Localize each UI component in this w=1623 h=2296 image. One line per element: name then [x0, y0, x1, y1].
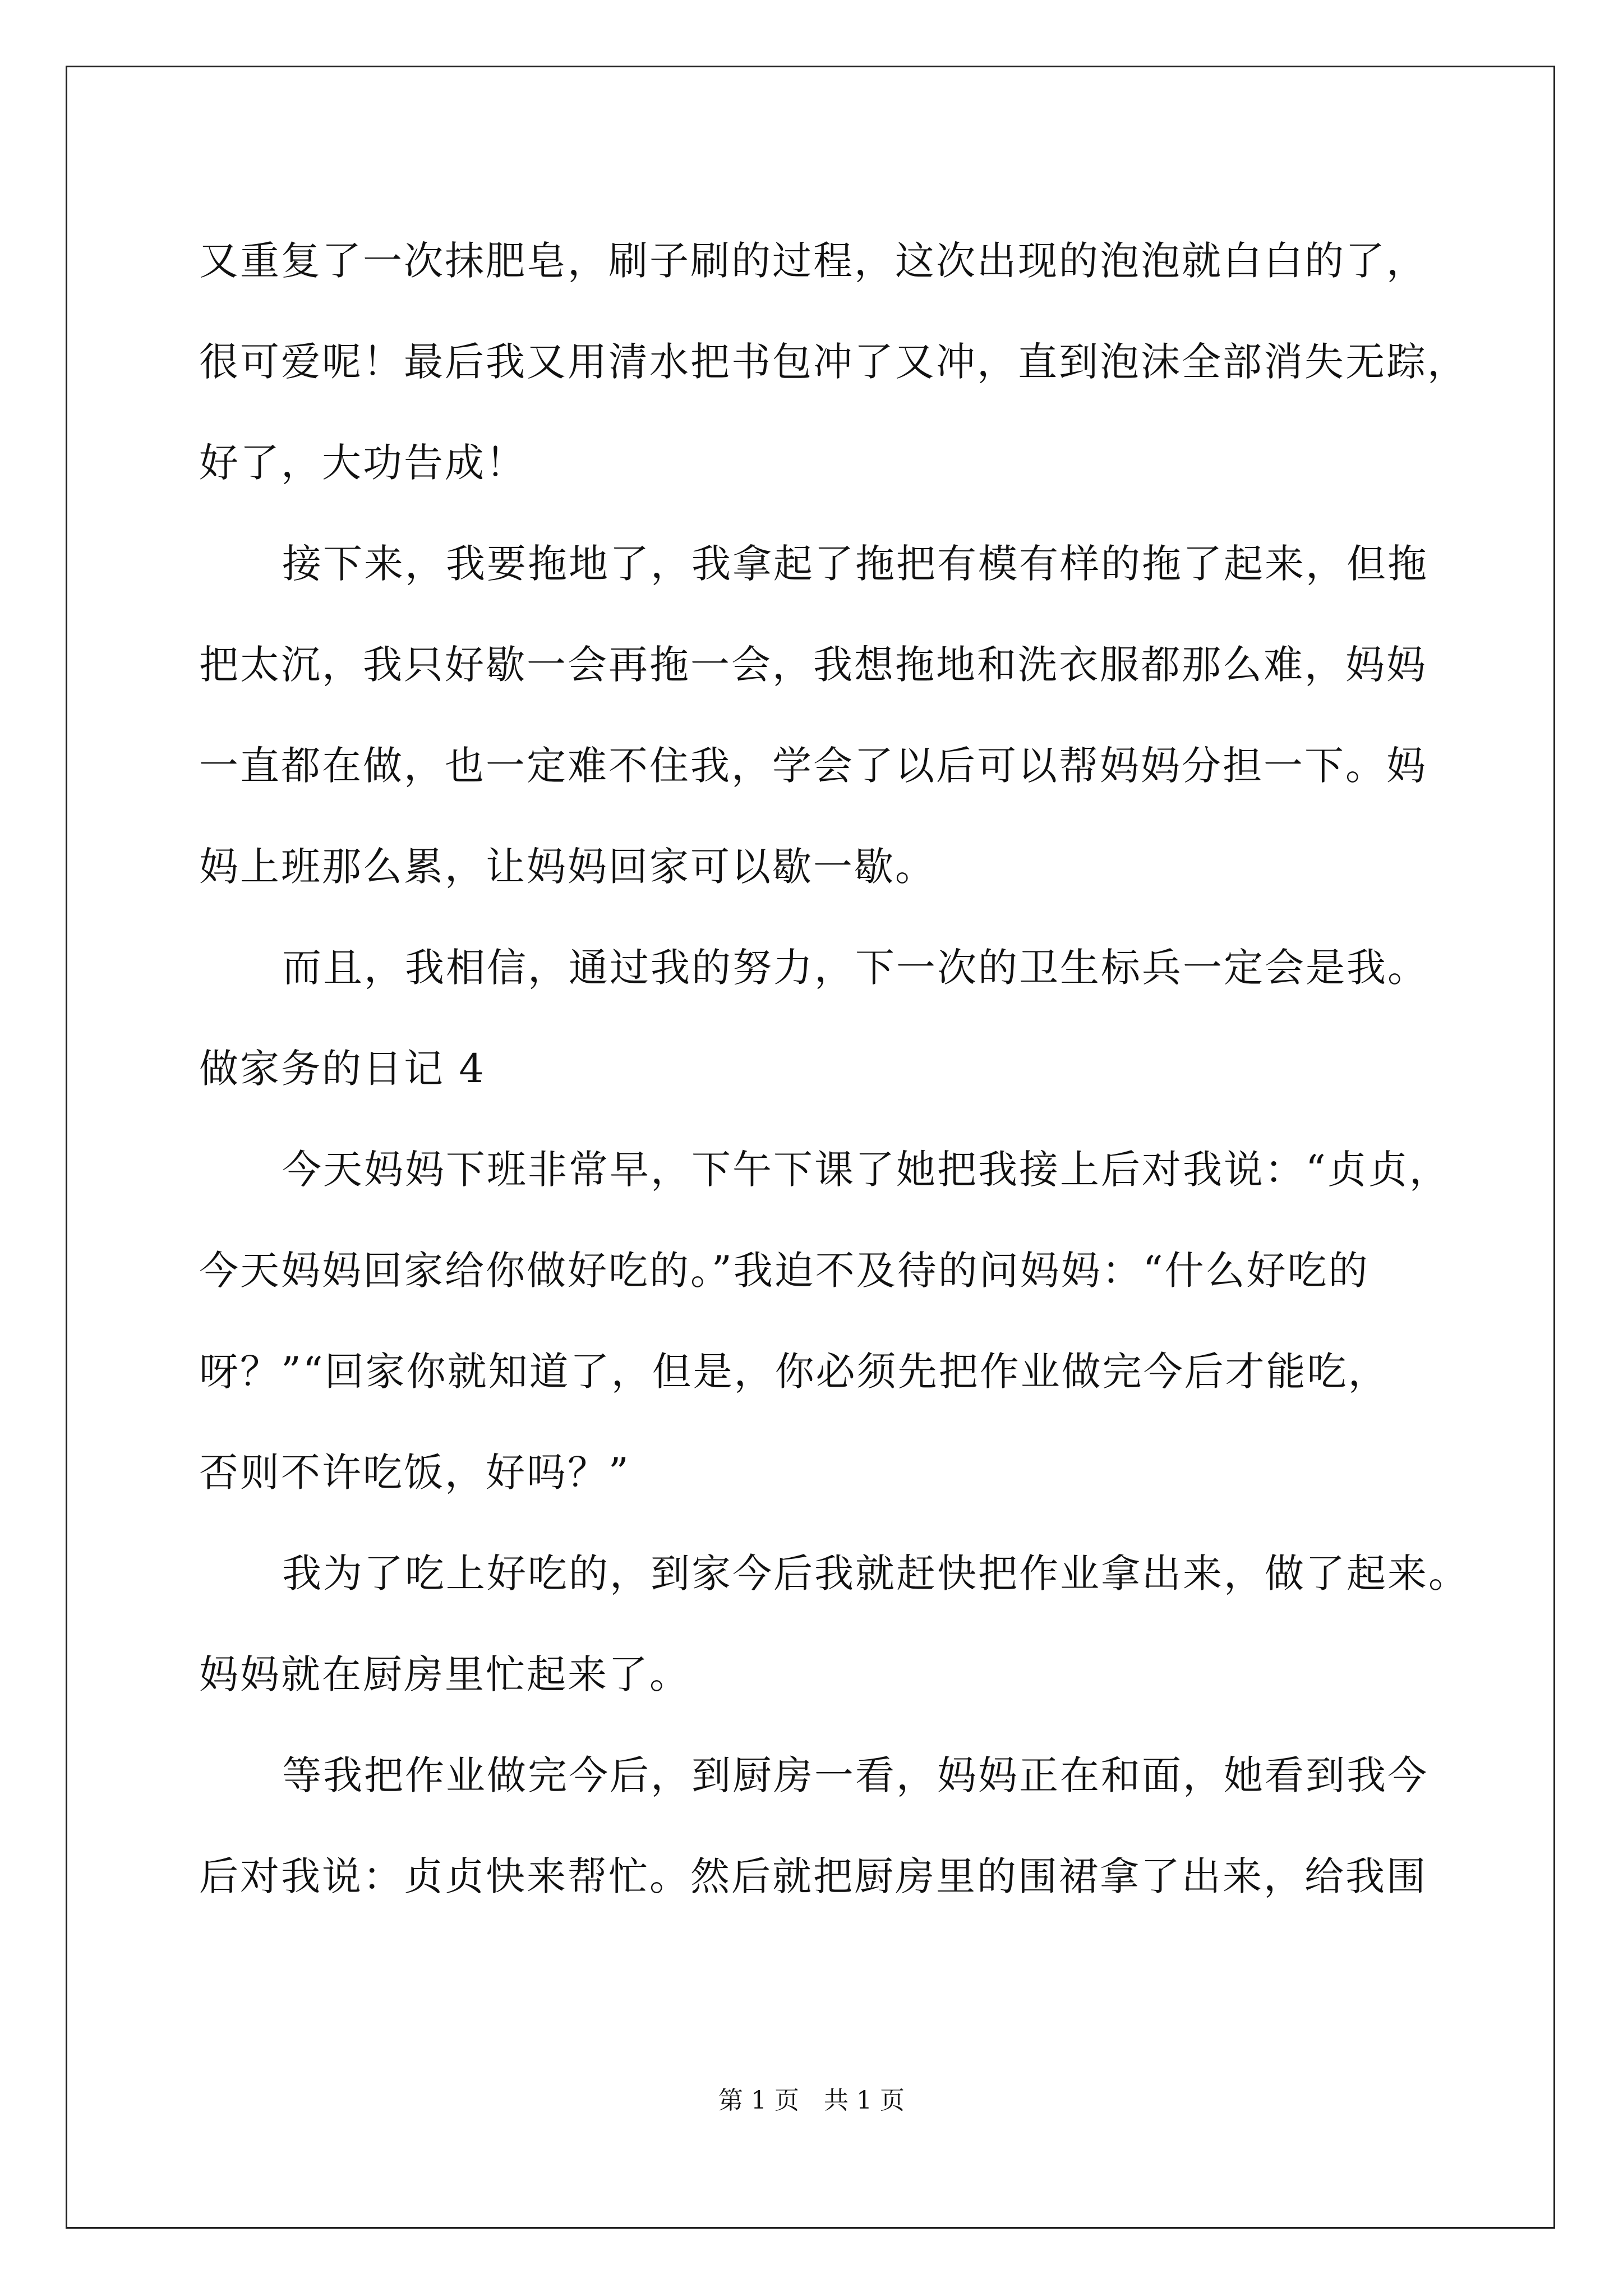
text-line-16: 等我把作业做完今后，到厨房一看，妈妈正在和面，她看到我今 — [282, 1752, 1428, 1798]
text-line-8: 而且，我相信，通过我的努力，下一次的卫生标兵一定会是我。 — [282, 945, 1428, 991]
text-line-2: 很可爱呢！最后我又用清水把书包冲了又冲，直到泡沫全部消失无踪， — [199, 339, 1468, 385]
text-line-12: 呀？”“回家你就知道了，但是，你必须先把作业做完今后才能吃， — [199, 1349, 1389, 1395]
text-line-5: 把太沉，我只好歇一会再拖一会，我想拖地和洗衣服都那么难，妈妈 — [199, 642, 1427, 688]
text-line-10: 今天妈妈下班非常早，下午下课了她把我接上后对我说：“贞贞， — [282, 1147, 1450, 1193]
text-line-14: 我为了吃上好吃的，到家今后我就赶快把作业拿出来，做了起来。 — [282, 1550, 1469, 1596]
text-line-17: 后对我说：贞贞快来帮忙。然后就把厨房里的围裙拿了出来，给我围 — [199, 1853, 1427, 1899]
text-line-7: 妈上班那么累，让妈妈回家可以歇一歇。 — [199, 844, 936, 890]
text-line-15: 妈妈就在厨房里忙起来了。 — [199, 1651, 690, 1697]
text-line-1: 又重复了一次抹肥皂，刷子刷的过程，这次出现的泡泡就白白的了， — [199, 238, 1427, 284]
text-line-11: 今天妈妈回家给你做好吃的。”我迫不及待的问妈妈：“什么好吃的 — [199, 1248, 1370, 1294]
document-body — [199, 210, 1469, 1927]
section-heading: 做家务的日记 4 — [199, 1046, 486, 1092]
text-line-4: 接下来，我要拖地了，我拿起了拖把有模有样的拖了起来，但拖 — [282, 541, 1428, 587]
page-footer: 第 1 页 共 1 页 — [718, 2086, 905, 2115]
text-line-6: 一直都在做，也一定难不住我，学会了以后可以帮妈妈分担一下。妈 — [199, 743, 1427, 789]
text-line-3: 好了，大功告成！ — [199, 440, 527, 486]
text-line-13: 否则不许吃饭，好吗？” — [199, 1450, 630, 1496]
